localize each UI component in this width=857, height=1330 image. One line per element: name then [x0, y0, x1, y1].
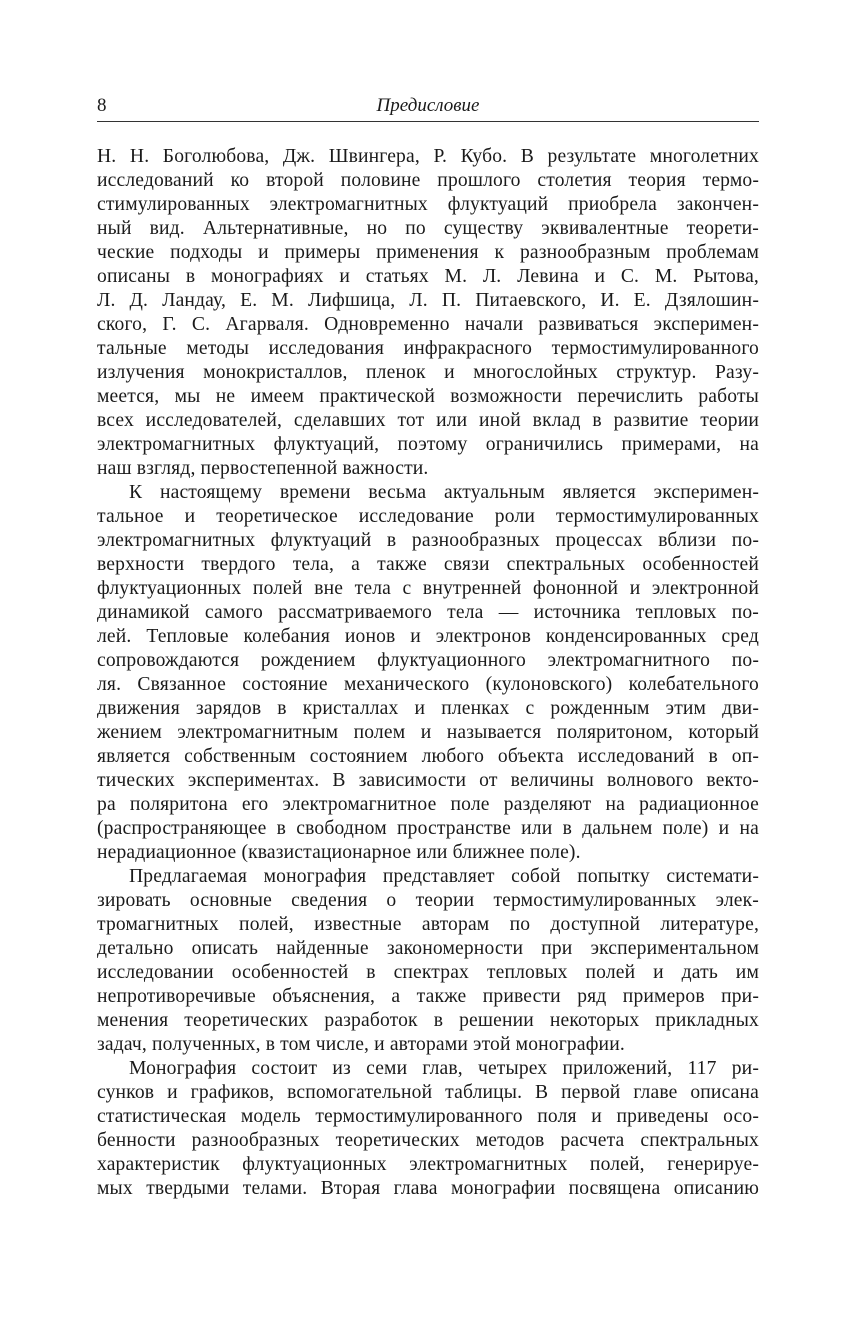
paragraph-2: [97, 481, 759, 865]
text-line: менения теоретических разработок в решении некоторых прикладных: [97, 1010, 759, 1031]
text-line: излучения монокристаллов, пленок и многослойных структур. Разу-: [97, 362, 759, 383]
text-line: всех исследователей, сделавших тот или иной вклад в развитие теории: [97, 410, 759, 431]
text-line: мых твердыми телами. Вторая глава монографии посвящена описанию: [97, 1178, 759, 1199]
text-line: сопровождаются рождением флуктуационного электромагнитного по-: [97, 650, 759, 671]
text-line: К настоящему времени весьма актуальным является эксперимен-: [129, 482, 759, 503]
text-line: детально описать найденные закономерности при экспериментальном: [97, 938, 759, 959]
text-line: верхности твердого тела, а также связи спектральных особенностей: [97, 554, 759, 575]
text-line: тических экспериментах. В зависимости от величины волнового векто-: [97, 770, 759, 791]
text-line: Предлагаемая монография представляет собой попытку системати-: [129, 866, 759, 887]
text-line: (распространяющее в свободном пространстве или в дальнем поле) и на: [97, 818, 759, 839]
text-line: сунков и графиков, вспомогательной таблицы. В первой главе описана: [97, 1082, 759, 1103]
text-line: движения зарядов в кристаллах и пленках с рожденным этим дви-: [97, 698, 759, 719]
body-text: [97, 145, 759, 1201]
running-head: [97, 95, 759, 122]
text-line: жением электромагнитным полем и называется поляритоном, который: [97, 722, 759, 743]
text-line: Монография состоит из семи глав, четырех приложений, 117 ри-: [129, 1058, 759, 1079]
text-line: зировать основные сведения о теории термостимулированных элек-: [97, 890, 759, 911]
text-line: динамикой самого рассматриваемого тела — источника тепловых по-: [97, 602, 759, 623]
text-line: тальные методы исследования инфракрасного термостимулированного: [97, 338, 759, 359]
text-line: электромагнитных флуктуаций в разнообразных процессах вблизи по-: [97, 530, 759, 551]
text-line: меется, мы не имеем практической возможности перечислить работы: [97, 386, 759, 407]
text-line: стимулированных электромагнитных флуктуаций приобрела закончен-: [97, 194, 759, 215]
text-line: флуктуационных полей вне тела с внутренней фононной и электронной: [97, 578, 759, 599]
text-line: характеристик флуктуационных электромагнитных полей, генерируе-: [97, 1154, 759, 1175]
text-line: ный вид. Альтернативные, но по существу эквивалентные теорети-: [97, 218, 759, 239]
text-line: является собственным состоянием любого объекта исследований в оп-: [97, 746, 759, 767]
text-line: наш взгляд, первостепенной важности.: [97, 458, 429, 479]
text-line: бенности разнообразных теоретических методов расчета спектральных: [97, 1130, 759, 1151]
text-line: нерадиационное (квазистационарное или ближнее поле).: [97, 842, 581, 863]
text-line: непротиворечивые объяснения, а также привести ряд примеров при-: [97, 986, 759, 1007]
text-line: Н. Н. Боголюбова, Дж. Швингера, Р. Кубо. В результате многолетних: [97, 146, 759, 167]
text-line: ля. Связанное состояние механического (кулоновского) колебательного: [97, 674, 759, 695]
text-line: Л. Д. Ландау, Е. М. Лифшица, Л. П. Питаевского, И. Е. Дзялошин-: [97, 290, 759, 311]
text-line: статистическая модель термостимулированного поля и приведены осо-: [97, 1106, 759, 1127]
text-line: описаны в монографиях и статьях М. Л. Левина и С. М. Рытова,: [97, 266, 759, 287]
text-line: тальное и теоретическое исследование роли термостимулированных: [97, 506, 759, 527]
text-line: ского, Г. С. Агарваля. Одновременно начали развиваться эксперимен-: [97, 314, 759, 335]
text-line: исследований ко второй половине прошлого столетия теория термо-: [97, 170, 759, 191]
text-line: исследовании особенностей в спектрах тепловых полей и дать им: [97, 962, 759, 983]
paragraph-4: [97, 1057, 759, 1201]
text-line: электромагнитных флуктуаций, поэтому ограничились примерами, на: [97, 434, 759, 455]
text-line: тромагнитных полей, известные авторам по доступной литературе,: [97, 914, 759, 935]
page-number: 8: [97, 95, 107, 116]
book-page: [97, 95, 759, 1201]
text-line: ра поляритона его электромагнитное поле разделяют на радиационное: [97, 794, 759, 815]
paragraph-1: [97, 145, 759, 481]
text-line: ческие подходы и примеры применения к разнообразным проблемам: [97, 242, 759, 263]
text-line: лей. Тепловые колебания ионов и электронов конденсированных сред: [97, 626, 759, 647]
text-line: задач, полученных, в том числе, и авторами этой монографии.: [97, 1034, 625, 1055]
chapter-title: Предисловие: [376, 95, 480, 116]
paragraph-3: [97, 865, 759, 1057]
